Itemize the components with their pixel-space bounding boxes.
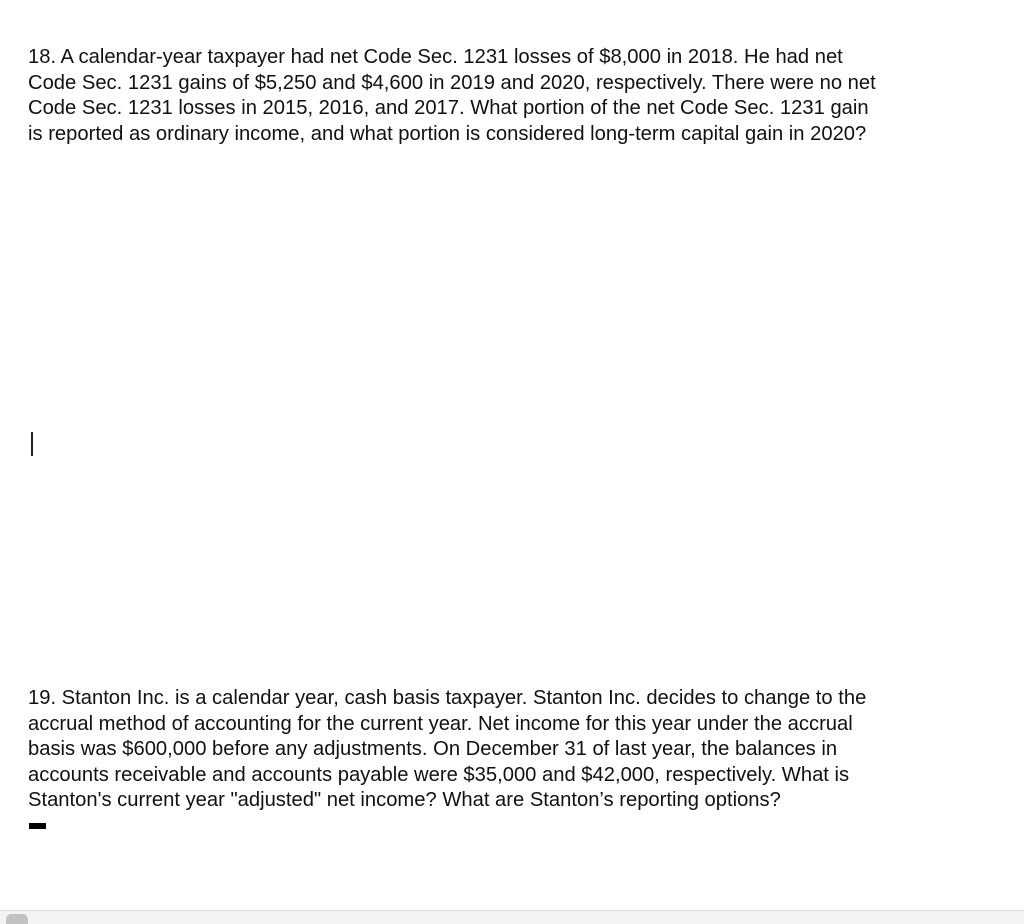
question-text-line: Code Sec. 1231 gains of $5,250 and $4,600 in 2019 and 2020, respectively. There were no net bbox=[28, 71, 876, 94]
question-text-line: 19. Stanton Inc. is a calendar year, cash basis taxpayer. Stanton Inc. decides to change to the bbox=[28, 687, 867, 709]
question-18 bbox=[28, 45, 988, 147]
question-text-line: basis was $600,000 before any adjustments. On December 31 of last year, the balances in bbox=[28, 738, 838, 760]
question-text-line: accrual method of accounting for the current year. Net income for this year under the accrual bbox=[28, 712, 853, 735]
question-text-line: Stanton's current year "adjusted" net income? What are Stanton’s reporting options? bbox=[28, 789, 781, 811]
question-text-line: Code Sec. 1231 losses in 2015, 2016, and 2017. What portion of the net Code Sec. 1231 gain bbox=[28, 97, 869, 119]
question-text-line: 18. A calendar-year taxpayer had net Code Sec. 1231 losses of $8,000 in 2018. He had net bbox=[28, 46, 843, 68]
scrollbar-thumb[interactable] bbox=[6, 914, 28, 924]
question-text-line: is reported as ordinary income, and what portion is considered long-term capital gain in 2020? bbox=[28, 122, 867, 145]
text-cursor[interactable] bbox=[31, 432, 33, 456]
answer-dash-marker bbox=[29, 823, 46, 829]
question-19 bbox=[28, 686, 988, 814]
horizontal-scrollbar[interactable] bbox=[0, 910, 1024, 924]
question-text-line: accounts receivable and accounts payable were $35,000 and $42,000, respectively. What is bbox=[28, 763, 850, 786]
